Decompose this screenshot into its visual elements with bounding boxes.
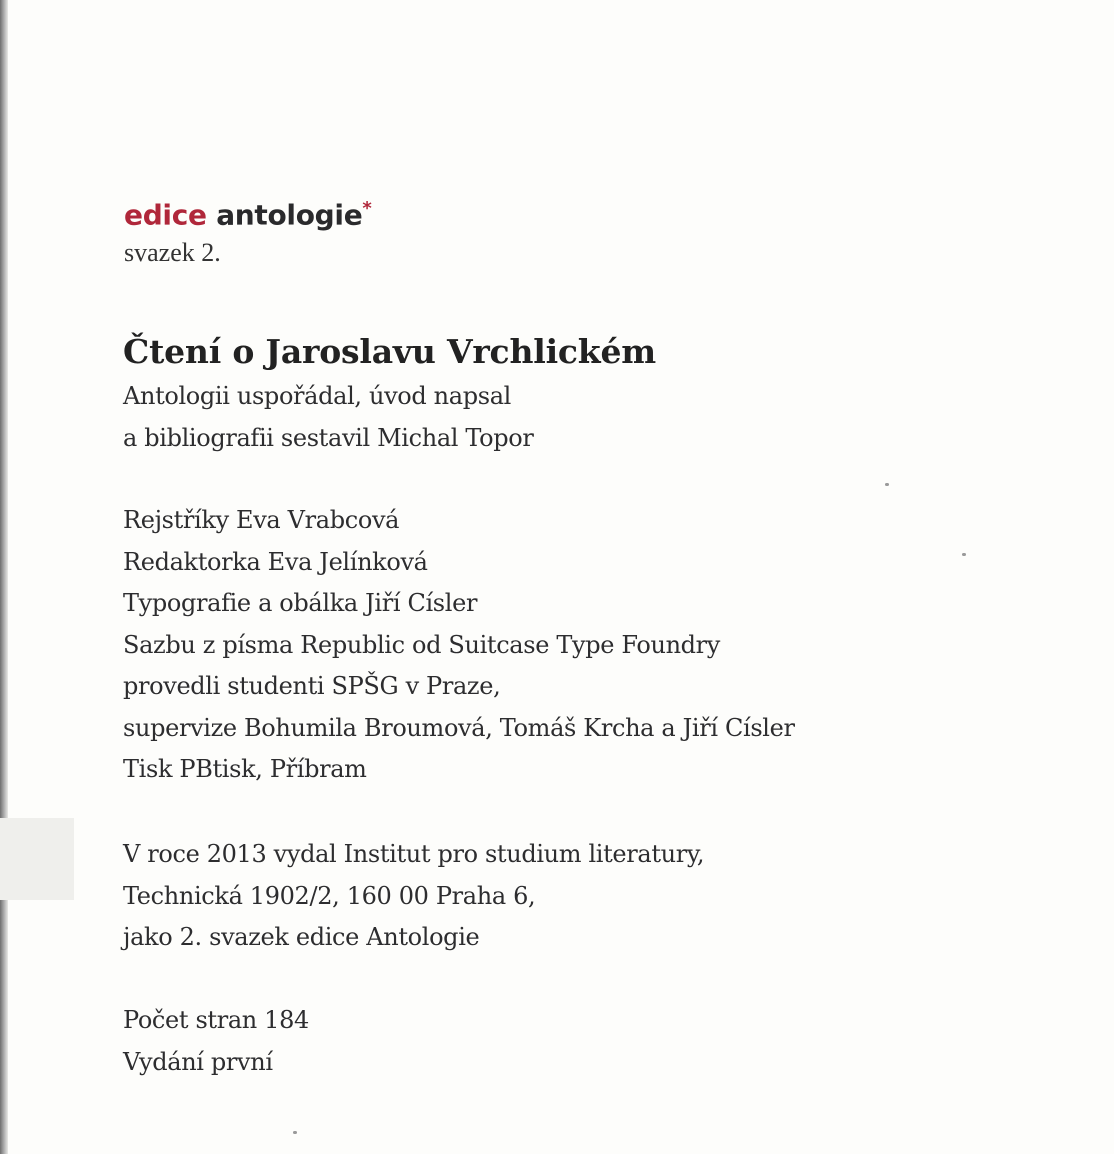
series-antologie: antologie xyxy=(216,198,363,232)
scan-shadow xyxy=(0,818,74,900)
editor-line: a bibliografii sestavil Michal Topor xyxy=(123,423,534,452)
edition-block xyxy=(123,1000,309,1083)
publisher-block xyxy=(123,834,704,959)
series-edice: edice xyxy=(124,198,207,232)
book-spine-edge xyxy=(0,0,8,1154)
credit-line: supervize Bohumila Broumová, Tomáš Krcha a Jiří Císler xyxy=(123,713,795,742)
credit-line: Rejstříky Eva Vrabcová xyxy=(123,506,400,534)
credits-block xyxy=(123,500,795,791)
credit-line: Sazbu z písma Republic od Suitcase Type Foundry xyxy=(123,630,721,659)
series-heading xyxy=(124,189,372,235)
book-title: Čtení o Jaroslavu Vrchlickém xyxy=(123,332,656,371)
credit-line: Tisk PBtisk, Příbram xyxy=(123,755,367,783)
paper-speck xyxy=(293,1131,297,1134)
editor-line: Antologii uspořádal, úvod napsal xyxy=(123,382,512,410)
publisher-line: jako 2. svazek edice Antologie xyxy=(123,923,480,951)
credit-line: Redaktorka Eva Jelínková xyxy=(123,547,428,576)
credit-line: provedli studenti SPŠG v Praze, xyxy=(123,672,501,700)
edition-line: Počet stran 184 xyxy=(123,1006,309,1034)
edition-line: Vydání první xyxy=(123,1047,273,1076)
publisher-line: Technická 1902/2, 160 00 Praha 6, xyxy=(123,881,536,910)
paper-speck xyxy=(962,553,966,556)
publisher-line: V roce 2013 vydal Institut pro studium literatury, xyxy=(123,840,705,868)
paper-speck xyxy=(885,483,889,486)
volume-number: svazek 2. xyxy=(124,238,221,267)
credit-line: Typografie a obálka Jiří Císler xyxy=(123,589,478,617)
series-star: * xyxy=(362,198,372,219)
editor-block xyxy=(123,376,534,459)
